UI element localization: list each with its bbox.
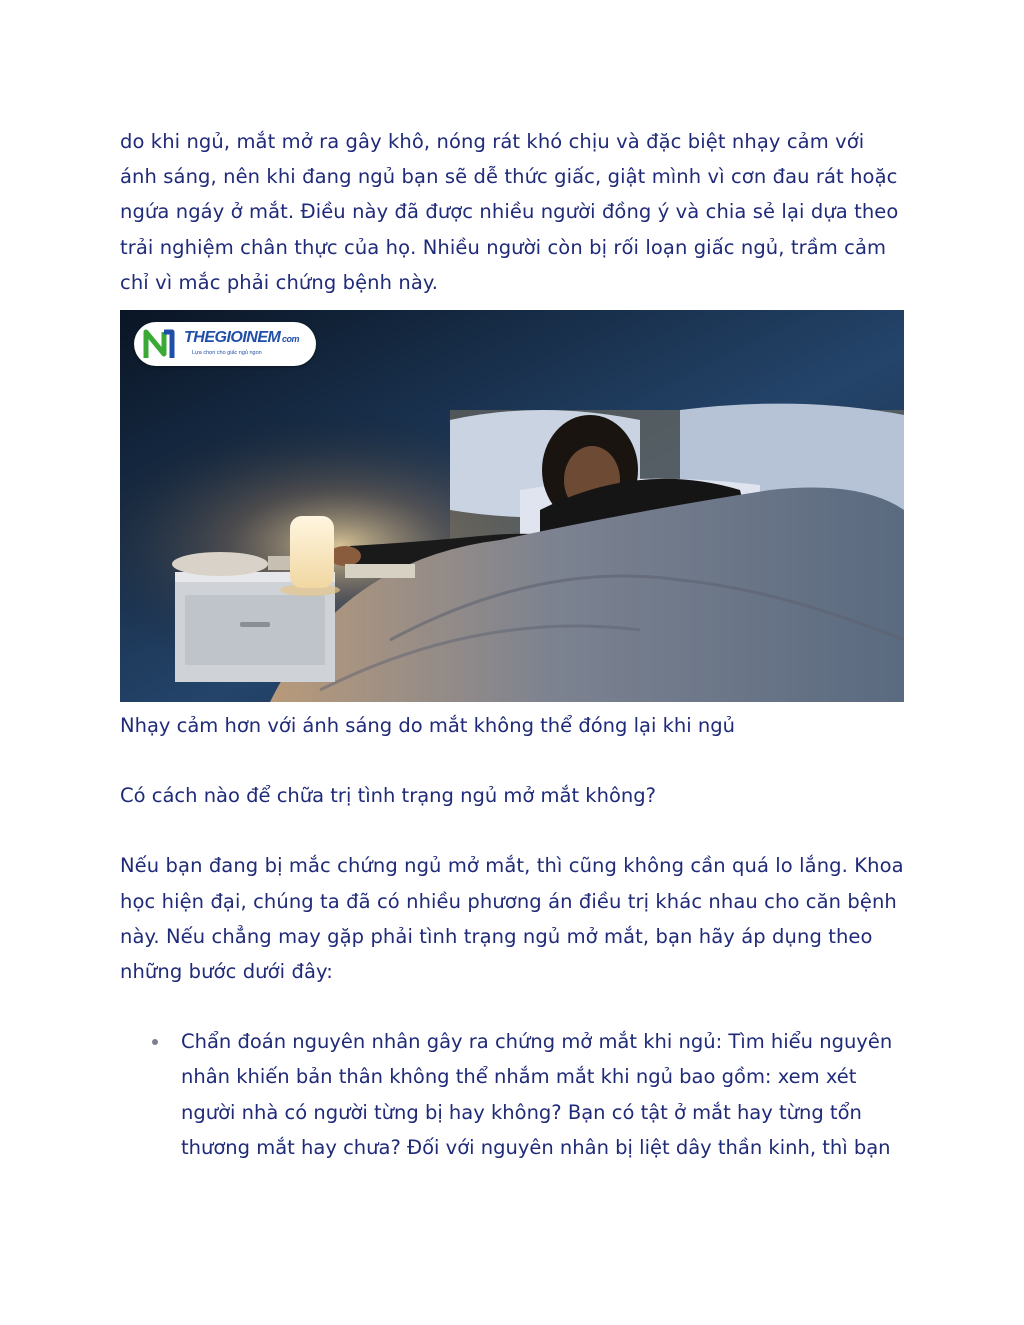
list-item-text: Chẩn đoán nguyên nhân gây ra chứng mở mắt khi ngủ: Tìm hiểu nguyên nhân khiến bản thân không thể nhắm mắt khi ngủ bao gồm: xem xét người nhà có người từng bị hay không? Bạn có tật ở mắt hay từng tổn thương mắt hay chưa? Đối với nguyên nhân bị liệt dây thần kinh, thì bạn bbox=[181, 1030, 893, 1159]
n-logo-icon bbox=[142, 326, 182, 362]
treatment-paragraph: Nếu bạn đang bị mắc chứng ngủ mở mắt, thì cũng không cần quá lo lắng. Khoa học hiện đại, chúng ta đã có nhiều phương án điều trị khác nhau cho căn bệnh này. Nếu chẳng may gặp phải tình trạng ngủ mở mắt, bạn hãy áp dụng theo những bước dưới đây: bbox=[120, 854, 904, 984]
intro-paragraph: do khi ngủ, mắt mở ra gây khô, nóng rát khó chịu và đặc biệt nhạy cảm với ánh sáng, nên khi đang ngủ bạn sẽ dễ thức giấc, giật mình vì cơn đau rát hoặc ngứa ngáy ở mắt. Điều này đã được nhiều người đồng ý và chia sẻ lại dựa theo trải nghiệm chân thực của họ. Nhiều người còn bị rối loạn giấc ngủ, trầm cảm chỉ vì mắc phải chứng bệnh này. bbox=[120, 130, 899, 294]
section-heading: Có cách nào để chữa trị tình trạng ngủ mở mắt không? bbox=[120, 784, 656, 808]
steps-list bbox=[120, 1024, 904, 1165]
list-item bbox=[120, 1024, 904, 1165]
logo-suffix: com bbox=[282, 334, 300, 345]
logo-wordmark: THEGIOINEM bbox=[184, 329, 281, 347]
brand-logo bbox=[134, 322, 316, 366]
figure-caption: Nhạy cảm hơn với ánh sáng do mắt không thể đóng lại khi ngủ bbox=[120, 714, 735, 738]
bedroom-photo bbox=[120, 310, 904, 702]
document-page bbox=[120, 124, 904, 1165]
photo-illustration bbox=[120, 310, 904, 702]
bullet-icon bbox=[152, 1039, 158, 1045]
logo-tagline: Lựa chọn cho giấc ngủ ngon bbox=[192, 350, 262, 357]
